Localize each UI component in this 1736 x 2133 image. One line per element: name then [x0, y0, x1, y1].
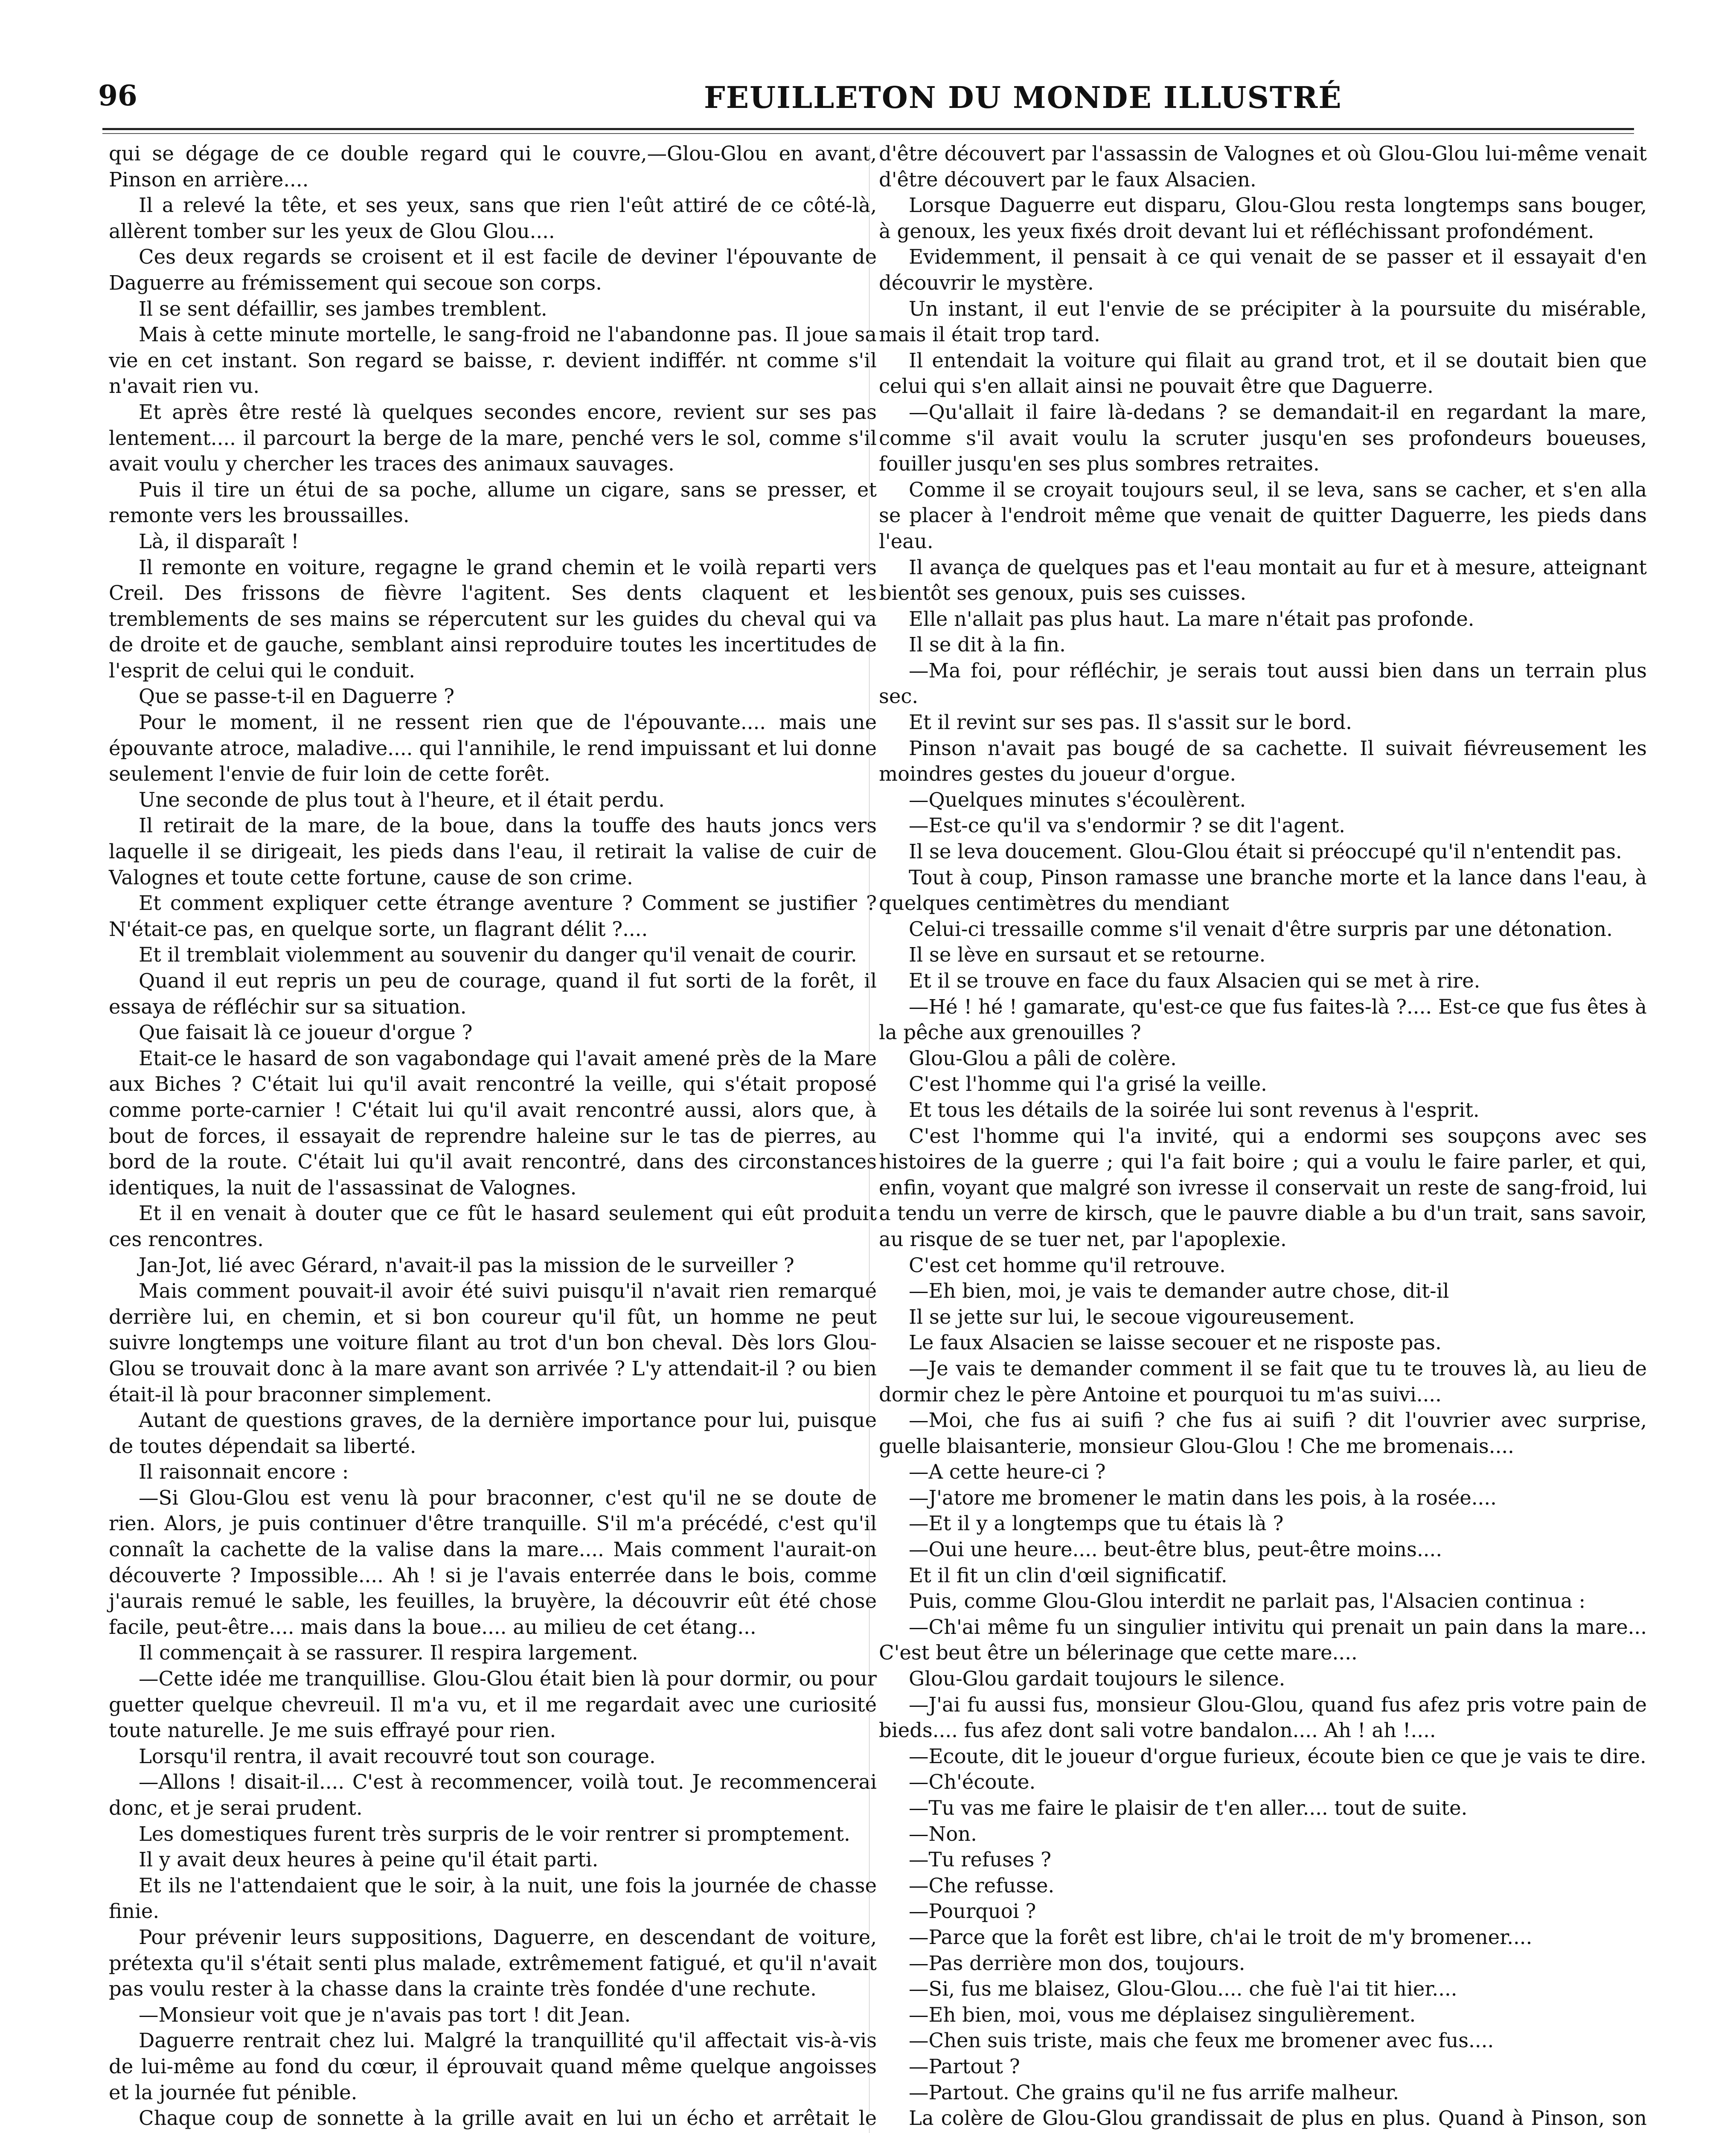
paragraph: Et comment expliquer cette étrange aventure ? Comment se justifier ? N'était-ce pas, en quelque sorte, un flagrant délit ?....	[109, 892, 877, 941]
paragraph: Il retirait de la mare, de la boue, dans la touffe des hauts joncs vers laquelle il se dirigeait, les pieds dans l'eau, il retirait la valise de cuir de Valognes et toute cette fortune, cause de son crime.	[109, 814, 877, 889]
paragraph: Le faux Alsacien se laisse secouer et ne risposte pas.	[909, 1331, 1442, 1354]
paragraph: —Je vais te demander comment il se fait que tu te trouves là, au lieu de dormir chez le père Antoine et pourquoi tu m'as suivi....	[879, 1357, 1647, 1406]
paragraph: Celui-ci tressaille comme s'il venait d'être surpris par une détonation.	[909, 917, 1613, 941]
paragraph: Lorsque Daguerre eut disparu, Glou-Glou resta longtemps sans bouger, à genoux, les yeux fixés droit devant lui et réfléchissant profondément.	[879, 194, 1647, 243]
paragraph: —Pas derrière mon dos, toujours.	[909, 1951, 1245, 1975]
paragraph: Il entendait la voiture qui filait au grand trot, et il se doutait bien que celui qui s'en allait ainsi ne pouvait être que Daguerre.	[879, 349, 1647, 398]
running-title: FEUILLETON DU MONDE ILLUSTRÉ	[704, 80, 1342, 115]
paragraph: La colère de Glou-Glou grandissait de plus en plus. Quand à Pinson, son	[909, 2107, 1647, 2130]
paragraph: C'est cet homme qu'il retrouve.	[909, 1253, 1226, 1277]
paragraph: Ces deux regards se croisent et il est facile de deviner l'épouvante de Daguerre au frémissement qui secoue son corps.	[109, 245, 877, 294]
paragraph: Pinson n'avait pas bougé de sa cachette. Il suivait fiévreusement les moindres gestes du joueur d'orgue.	[879, 736, 1647, 786]
paragraph: —Eh bien, moi, je vais te demander autre chose, dit-il	[909, 1279, 1449, 1303]
paragraph: Tout à coup, Pinson ramasse une branche morte et la lance dans l'eau, à quelques centimètres du mendiant	[879, 866, 1647, 915]
paragraph: —Oui une heure.... beut-être blus, peut-être moins....	[909, 1538, 1442, 1561]
paragraph: Que faisait là ce joueur d'orgue ?	[139, 1021, 473, 1044]
paragraph: —Si Glou-Glou est venu là pour braconner, c'est qu'il ne se doute de rien. Alors, je puis continuer d'être tranquille. S'il m'a précédé, c'est qu'il connaît la cachette de la valise dans la mare.... Mais comment l'aurait-on découverte ? Impossible.... Ah ! si je l'avais enterrée dans le bois, comme j'aurais remué le sable, les feuilles, la bruyère, la découvrir eût été chose facile, peut-être.... mais dans la boue.... au milieu de cet étang...	[109, 1486, 877, 1639]
paragraph: —Ecoute, dit le joueur d'orgue furieux, écoute bien ce que je vais te dire.	[909, 1744, 1646, 1768]
paragraph: Daguerre rentrait chez lui. Malgré la tranquillité qu'il affectait vis-à-vis de lui-même au fond du cœur, il éprouvait quand même quelque angoisses et la journée fut pénible.	[109, 2029, 877, 2104]
page-header	[98, 70, 1647, 117]
paragraph: Glou-Glou a pâli de colère.	[909, 1046, 1177, 1070]
paragraph: —Partout. Che grains qu'il ne fus arrife malheur.	[909, 2081, 1399, 2104]
paragraph: Il se jette sur lui, le secoue vigoureusement.	[909, 1305, 1355, 1328]
paragraph: Chaque coup de sonnette à la grille avait en lui un écho et arrêtait le	[139, 2107, 877, 2130]
paragraph: Il raisonnait encore :	[139, 1460, 349, 1484]
paragraph: —Pourquoi ?	[909, 1900, 1036, 1923]
paragraph: Lorsqu'il rentra, il avait recouvré tout son courage.	[139, 1744, 656, 1768]
paragraph: Et après être resté là quelques secondes encore, revient sur ses pas lentement.... il parcourt la berge de la mare, penché vers le sol, comme s'il avait voulu y chercher les traces des animaux sauvages.	[109, 400, 877, 476]
paragraph: —Est-ce qu'il va s'endormir ? se dit l'agent.	[909, 814, 1345, 837]
paragraph: qui se dégage de ce double regard qui le couvre,—Glou-Glou en avant, Pinson en arrière....	[109, 142, 877, 191]
paragraph: Il se lève en sursaut et se retourne.	[909, 943, 1266, 967]
paragraph: —Et il y a longtemps que tu étais là ?	[909, 1512, 1284, 1535]
paragraph: Il remonte en voiture, regagne le grand chemin et le voilà reparti vers Creil. Des frissons de fièvre l'agitent. Ses dents claquent et les tremblements de ses mains se répercutent sur les guides du cheval qui va de droite et de gauche, semblant ainsi reproduire toutes les incertitudes de l'esprit de celui qui le conduit.	[109, 555, 877, 682]
paragraph: —Parce que la forêt est libre, ch'ai le troit de m'y bromener....	[909, 1925, 1532, 1949]
paragraph: Mais comment pouvait-il avoir été suivi puisqu'il n'avait rien remarqué derrière lui, en chemin, et si bon coureur qu'il fût, un homme ne peut suivre longtemps une voiture filant au trot d'un bon cheval. Dès lors Glou-Glou se trouvait donc à la mare avant son arrivée ? L'y attendait-il ? ou bien était-il là pour braconner simplement.	[109, 1279, 877, 1406]
paragraph: —Moi, che fus ai suifi ? che fus ai suifi ? dit l'ouvrier avec surprise, guelle blaisanterie, monsieur Glou-Glou ! Che me bromenais....	[879, 1409, 1647, 1458]
paragraph: —Tu refuses ?	[909, 1848, 1052, 1871]
paragraph: Pour prévenir leurs suppositions, Daguerre, en descendant de voiture, prétexta qu'il s'était senti plus malade, extrêmement fatigué, et qu'il n'avait pas voulu rester à la chasse dans la crainte très fondée d'une rechute.	[109, 1925, 877, 2001]
paragraph: —Non.	[909, 1822, 977, 1845]
paragraph: Evidemment, il pensait à ce qui venait de se passer et il essayait d'en découvrir le mystère.	[879, 245, 1647, 294]
paragraph: Et il tremblait violemment au souvenir du danger qu'il venait de courir.	[139, 943, 857, 967]
paragraph: —Partout ?	[909, 2055, 1020, 2078]
paragraph: Il se sent défaillir, ses jambes tremblent.	[139, 297, 547, 320]
paragraph: —Hé ! hé ! gamarate, qu'est-ce que fus faites-là ?.... Est-ce que fus êtes à la pêche aux grenouilles ?	[879, 995, 1647, 1044]
paragraph: —Ch'écoute.	[909, 1770, 1036, 1794]
paragraph: Comme il se croyait toujours seul, il se leva, sans se cacher, et s'en alla se placer à l'endroit même que venait de quitter Daguerre, les pieds dans l'eau.	[879, 478, 1647, 553]
paragraph: Glou-Glou gardait toujours le silence.	[909, 1667, 1285, 1691]
paragraph: Autant de questions graves, de la dernière importance pour lui, puisque de toutes dépendait sa liberté.	[109, 1409, 877, 1458]
paragraph: Il se leva doucement. Glou-Glou était si préoccupé qu'il n'entendit pas.	[909, 840, 1622, 863]
paragraph: —Cette idée me tranquillise. Glou-Glou était bien là pour dormir, ou pour guetter quelque chevreuil. Il m'a vu, et il me regardait avec une curiosité toute naturelle. Je me suis effrayé pour rien.	[109, 1667, 877, 1742]
page-number: 96	[98, 79, 137, 112]
paragraph: Et il se trouve en face du faux Alsacien qui se met à rire.	[909, 969, 1480, 992]
paragraph: Jan-Jot, lié avec Gérard, n'avait-il pas la mission de le surveiller ?	[139, 1253, 794, 1277]
paragraph: Il a relevé la tête, et ses yeux, sans que rien l'eût attiré de ce côté-là, allèrent tomber sur les yeux de Glou Glou....	[109, 194, 877, 243]
paragraph: —Che refusse.	[909, 1874, 1055, 1897]
paragraph: Puis, comme Glou-Glou interdit ne parlait pas, l'Alsacien continua :	[909, 1590, 1586, 1613]
paragraph: Quand il eut repris un peu de courage, quand il fut sorti de la forêt, il essaya de réfléchir sur sa situation.	[109, 969, 877, 1018]
paragraph: C'est l'homme qui l'a invité, qui a endormi ses soupçons avec ses histoires de la guerre ; qui l'a fait boire ; qui a voulu le faire parler, et qui, enfin, voyant que malgré son ivresse il conservait un reste de sang-froid, lui a tendu un verre de kirsch, que le pauvre diable a bu d'un trait, sans savoir, au risque de se tuer net, par l'apoplexie.	[879, 1124, 1647, 1251]
paragraph: Et tous les détails de la soirée lui sont revenus à l'esprit.	[909, 1098, 1480, 1122]
header-rule-thin	[102, 133, 1634, 134]
paragraph: —Allons ! disait-il.... C'est à recommencer, voilà tout. Je recommencerai donc, et je serai prudent.	[109, 1770, 877, 1819]
paragraph: —J'ai fu aussi fus, monsieur Glou-Glou, quand fus afez pris votre pain de bieds.... fus afez dont sali votre bandalon.... Ah ! ah !....	[879, 1693, 1647, 1742]
paragraph: Il se dit à la fin.	[909, 633, 1066, 657]
paragraph: Il commençait à se rassurer. Il respira largement.	[139, 1641, 638, 1665]
paragraph: Les domestiques furent très surpris de le voir rentrer si promptement.	[139, 1822, 850, 1845]
paragraph: —Chen suis triste, mais che feux me bromener avec fus....	[909, 2029, 1494, 2052]
paragraph: —Qu'allait il faire là-dedans ? se demandait-il en regardant la mare, comme s'il avait voulu la scruter jusqu'en ses profondeurs boueuses, fouiller jusqu'en ses plus sombres retraites.	[879, 400, 1647, 476]
paragraph: Là, il disparaît !	[139, 529, 299, 553]
paragraph: —Si, fus me blaisez, Glou-Glou.... che fuè l'ai tit hier....	[909, 1977, 1457, 2001]
paragraph: —Tu vas me faire le plaisir de t'en aller.... tout de suite.	[909, 1796, 1468, 1819]
paragraph: Et il revint sur ses pas. Il s'assit sur le bord.	[909, 711, 1352, 734]
paragraph: —A cette heure-ci ?	[909, 1460, 1106, 1484]
paragraph: Une seconde de plus tout à l'heure, et il était perdu.	[139, 788, 665, 811]
paragraph: —Ma foi, pour réfléchir, je serais tout aussi bien dans un terrain plus sec.	[879, 659, 1647, 708]
paragraph: —Eh bien, moi, vous me déplaisez singulièrement.	[909, 2003, 1416, 2026]
paragraph: C'est l'homme qui l'a grisé la veille.	[909, 1072, 1267, 1096]
right-column	[879, 141, 1647, 2133]
paragraph: Et il fit un clin d'œil significatif.	[909, 1563, 1227, 1587]
paragraph: —Ch'ai même fu un singulier intivitu qui prenait un pain dans la mare... C'est beut être un bélerinage que cette mare....	[879, 1615, 1647, 1665]
paragraph: —Monsieur voit que je n'avais pas tort ! dit Jean.	[139, 2003, 631, 2026]
paragraph: Etait-ce le hasard de son vagabondage qui l'avait amené près de la Mare aux Biches ? C'était lui qu'il avait rencontré la veille, qui s'était proposé comme porte-carnier ! C'était lui qu'il avait rencontré aussi, alors que, à bout de forces, il essayait de reprendre haleine sur le tas de pierres, au bord de la route. C'était lui qu'il avait rencontré, dans des circonstances identiques, la nuit de l'assassinat de Valognes.	[109, 1046, 877, 1199]
paragraph: —Quelques minutes s'écoulèrent.	[909, 788, 1246, 811]
paragraph: Que se passe-t-il en Daguerre ?	[139, 685, 455, 708]
paragraph: d'être découvert par l'assassin de Valognes et où Glou-Glou lui-même venait d'être découvert par le faux Alsacien.	[879, 142, 1647, 191]
left-column	[109, 141, 877, 2133]
paragraph: Et il en venait à douter que ce fût le hasard seulement qui eût produit ces rencontres.	[109, 1202, 877, 1251]
paragraph: Puis il tire un étui de sa poche, allume un cigare, sans se presser, et remonte vers les broussailles.	[109, 478, 877, 527]
paragraph: —J'atore me bromener le matin dans les pois, à la rosée....	[909, 1486, 1497, 1509]
paragraph: Pour le moment, il ne ressent rien que de l'épouvante.... mais une épouvante atroce, maladive.... qui l'annihile, le rend impuissant et lui donne seulement l'envie de fuir loin de cette forêt.	[109, 711, 877, 786]
paragraph: Il avança de quelques pas et l'eau montait au fur et à mesure, atteignant bientôt ses genoux, puis ses cuisses.	[879, 555, 1647, 605]
header-rule	[102, 128, 1634, 130]
paragraph: Elle n'allait pas plus haut. La mare n'était pas profonde.	[909, 607, 1474, 631]
paragraph: Il y avait deux heures à peine qu'il était parti.	[139, 1848, 599, 1871]
paragraph: Mais à cette minute mortelle, le sang-froid ne l'abandonne pas. Il joue sa vie en cet instant. Son regard se baisse, r. devient indiffér. nt comme s'il n'avait rien vu.	[109, 323, 877, 398]
paragraph: Un instant, il eut l'envie de se précipiter à la poursuite du misérable, mais il était trop tard.	[879, 297, 1647, 346]
paragraph: Et ils ne l'attendaient que le soir, à la nuit, une fois la journée de chasse finie.	[109, 1874, 877, 1923]
